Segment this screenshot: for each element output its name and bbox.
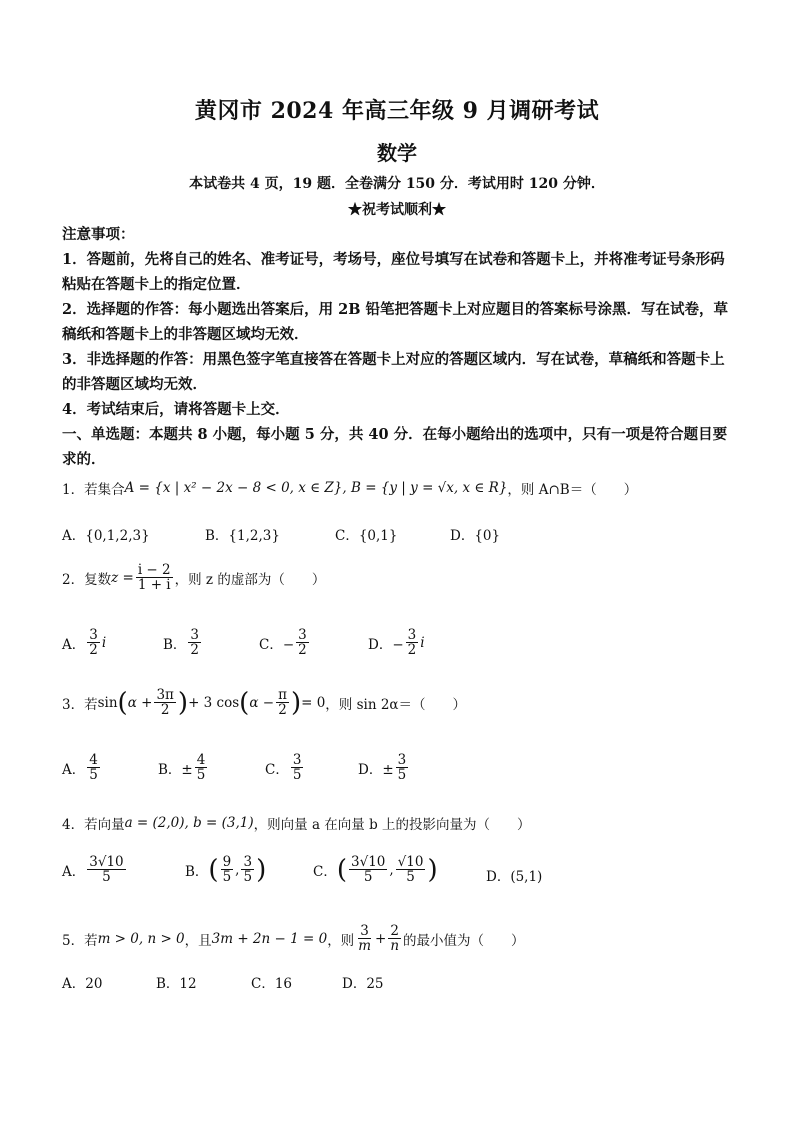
q3-options <box>62 753 734 791</box>
q4-c-comma: , <box>389 861 394 878</box>
q4-c-frac-1 <box>349 855 387 884</box>
q3-d1: 2 <box>160 702 170 719</box>
q2-c-frac <box>296 628 309 657</box>
q2-tail: ，则 z 的虚部为（ ） <box>174 571 326 588</box>
q2-a-den: 2 <box>89 642 98 659</box>
q4-options <box>62 853 734 899</box>
question-5 <box>62 924 734 953</box>
q4-b-d1: 5 <box>222 869 232 886</box>
q3-option-a <box>62 753 102 782</box>
q5-then: ，则 <box>327 932 355 949</box>
q3-option-c <box>265 753 305 782</box>
q2-b-num: 3 <box>190 627 200 643</box>
q3-arg1: α + <box>127 694 153 711</box>
q2-lead: 2．复数 <box>62 571 112 588</box>
q1-option-d: D．{0} <box>450 528 501 544</box>
q3-paren-open-1: ( <box>117 687 128 718</box>
q4-c-n2: √10 <box>397 854 424 870</box>
q1-lead: 1．若集合 <box>62 482 125 498</box>
q3-n2: π <box>278 687 287 703</box>
q3-option-d <box>358 753 410 782</box>
question-1 <box>62 478 734 498</box>
q2-a-suffix: i <box>101 634 107 651</box>
q5-option-b: B．12 <box>156 976 197 992</box>
note-item-1: 1．答题前，先将自己的姓名、准考证号，考场号，座位号填写在试卷和答题卡上，并将准考证号条形码粘贴在答题卡上的指定位置． <box>62 251 725 293</box>
q2-b-den: 2 <box>190 642 200 659</box>
q4-option-a <box>62 855 128 884</box>
q2-a-num: 3 <box>89 627 98 643</box>
q4-tail: ，则向量 a 在向量 b 上的投影向量为（ ） <box>253 817 531 833</box>
q2-den: 1 + i <box>137 577 171 594</box>
q4-option-c <box>313 855 438 884</box>
exam-subject: 数学 <box>377 141 417 165</box>
q4-b-n2: 3 <box>243 854 253 870</box>
q2-option-b <box>163 628 203 657</box>
notes-heading: 注意事项： <box>62 226 135 243</box>
q3-frac-1 <box>154 688 175 717</box>
q3-eq: = 0 <box>301 694 326 711</box>
q2-b-frac <box>188 628 201 657</box>
q3-d2: 2 <box>278 702 287 719</box>
q5-options <box>62 972 734 1002</box>
q4-c-frac-2 <box>396 855 426 884</box>
q5-eq: 3m + 2n − 1 = 0 <box>211 930 328 947</box>
q4-option-d: D．(5,1) <box>486 869 543 885</box>
q4-a-label: A． <box>62 863 86 880</box>
note-item-4: 4．考试结束后，请将答题卡上交． <box>62 401 290 418</box>
q2-b-label: B． <box>163 636 187 653</box>
exam-wish: ★祝考试顺利★ <box>348 202 446 218</box>
q4-vectors: a = (2,0), b = (3,1) <box>124 815 254 831</box>
q3-mid: + 3 cos <box>188 694 240 711</box>
q1-tail: ，则 A∩B＝（ ） <box>507 482 638 498</box>
q4-option-b <box>185 855 266 884</box>
q3-c-num: 3 <box>292 752 302 768</box>
q3-a-label: A． <box>62 761 86 778</box>
q4-c-paren-close: ) <box>427 854 438 885</box>
q5-n1: 3 <box>360 923 369 939</box>
q3-d-den: 5 <box>397 767 407 784</box>
q3-d-frac <box>396 753 409 782</box>
q4-a-num: 3√10 <box>89 854 124 870</box>
q3-paren-close-1: ) <box>177 687 189 718</box>
q3-frac-2 <box>276 688 289 717</box>
q5-option-c: C．16 <box>251 976 293 992</box>
q2-d-den: 2 <box>407 642 417 659</box>
q4-c-d2: 5 <box>406 869 415 886</box>
q5-d2: n <box>390 938 400 955</box>
q3-sin: sin <box>97 694 118 711</box>
q2-d-suffix: i <box>420 634 425 651</box>
q2-num: i − 2 <box>137 562 171 578</box>
q5-option-d: D．25 <box>342 976 384 992</box>
q4-b-paren-open: ( <box>208 854 219 885</box>
q4-c-paren-open: ( <box>336 854 347 885</box>
q3-b-frac <box>195 753 208 782</box>
exam-info: 本试卷共 4 页，19 题．全卷满分 150 分．考试用时 120 分钟． <box>189 176 605 192</box>
q4-c-label: C． <box>313 863 337 880</box>
q4-a-frac <box>87 855 125 884</box>
notes-block <box>62 222 734 472</box>
q2-options <box>62 628 734 666</box>
q5-tail: 的最小值为（ ） <box>403 932 525 949</box>
q3-paren-open-2: ( <box>239 687 250 718</box>
q5-option-a: A．20 <box>62 976 103 992</box>
q2-a-frac <box>87 628 100 657</box>
question-2 <box>62 563 734 592</box>
q3-option-b <box>158 753 209 782</box>
q5-cond: m > 0, n > 0 <box>97 930 185 947</box>
q2-d-label: D．− <box>368 636 404 653</box>
q3-lead: 3．若 <box>62 696 98 713</box>
q2-c-den: 2 <box>298 642 307 659</box>
q3-tail: ，则 sin 2α＝（ ） <box>325 696 467 713</box>
q5-n2: 2 <box>390 923 399 939</box>
q1-option-b: B．{1,2,3} <box>205 528 280 544</box>
q1-option-c: C．{0,1} <box>335 528 398 544</box>
note-item-2: 2．选择题的作答：每小题选出答案后，用 2B 铅笔把答题卡上对应题目的答案标号涂黑．写在试卷，草稿纸和答题卡上的非答题区域均无效． <box>62 301 729 343</box>
q4-b-d2: 5 <box>243 869 253 886</box>
q4-b-frac-2 <box>241 855 254 884</box>
q2-d-frac <box>406 628 419 657</box>
q2-fraction <box>136 563 173 592</box>
q4-b-comma: , <box>235 861 240 878</box>
q2-option-c <box>259 628 311 657</box>
q3-b-label: B．± <box>158 761 193 778</box>
q3-c-frac <box>291 753 304 782</box>
q3-paren-close-2: ) <box>290 687 302 718</box>
q3-n1: 3π <box>156 687 174 703</box>
q2-option-d <box>368 628 425 657</box>
q2-option-a <box>62 628 106 657</box>
q1-set-a: A = {x | x² − 2x − 8 < 0, x ∈ Z} <box>124 480 343 496</box>
q2-a-label: A． <box>62 636 86 653</box>
q2-d-num: 3 <box>407 627 417 643</box>
q4-b-frac-1 <box>221 855 234 884</box>
q5-mid: ，且 <box>184 932 212 949</box>
q4-c-n1: 3√10 <box>351 854 386 870</box>
q4-b-paren-close: ) <box>256 854 267 885</box>
q2-c-label: C．− <box>259 636 295 653</box>
q3-c-label: C． <box>265 761 289 778</box>
q3-c-den: 5 <box>292 767 302 784</box>
q5-d1: m <box>358 938 371 955</box>
q1-option-a: A．{0,1,2,3} <box>62 528 150 544</box>
q3-arg2: α − <box>249 694 275 711</box>
q4-b-n1: 9 <box>222 854 232 870</box>
q3-b-num: 4 <box>196 752 206 768</box>
section-heading: 一、单选题：本题共 8 小题，每小题 5 分，共 40 分．在每小题给出的选项中，只有一项是符合题目要求的． <box>62 426 728 468</box>
q3-a-frac <box>87 753 100 782</box>
q4-c-d1: 5 <box>363 869 373 886</box>
q4-b-label: B． <box>185 863 209 880</box>
q2-expr: z = <box>111 569 134 586</box>
q4-a-den: 5 <box>102 869 111 886</box>
exam-title: 黄冈市 2024 年高三年级 9 月调研考试 <box>194 98 600 124</box>
q5-frac-2 <box>388 924 401 953</box>
q2-c-num: 3 <box>298 627 307 643</box>
q5-frac-1 <box>356 924 373 953</box>
q3-d-label: D．± <box>358 761 394 778</box>
question-4 <box>62 813 734 833</box>
q5-lead: 5．若 <box>62 932 98 949</box>
q3-a-num: 4 <box>89 752 98 768</box>
q3-b-den: 5 <box>196 767 206 784</box>
q3-d-num: 3 <box>397 752 407 768</box>
q1-options <box>62 524 734 554</box>
note-item-3: 3．非选择题的作答：用黑色签字笔直接答在答题卡上对应的答题区域内．写在试卷，草稿纸和答题卡上的非答题区域均无效． <box>62 351 725 393</box>
q4-lead: 4．若向量 <box>62 817 125 833</box>
q5-plus: + <box>375 930 387 947</box>
q3-a-den: 5 <box>89 767 98 784</box>
q1-set-b: , B = {y | y = √x, x ∈ R} <box>342 480 508 496</box>
question-3 <box>62 688 734 717</box>
